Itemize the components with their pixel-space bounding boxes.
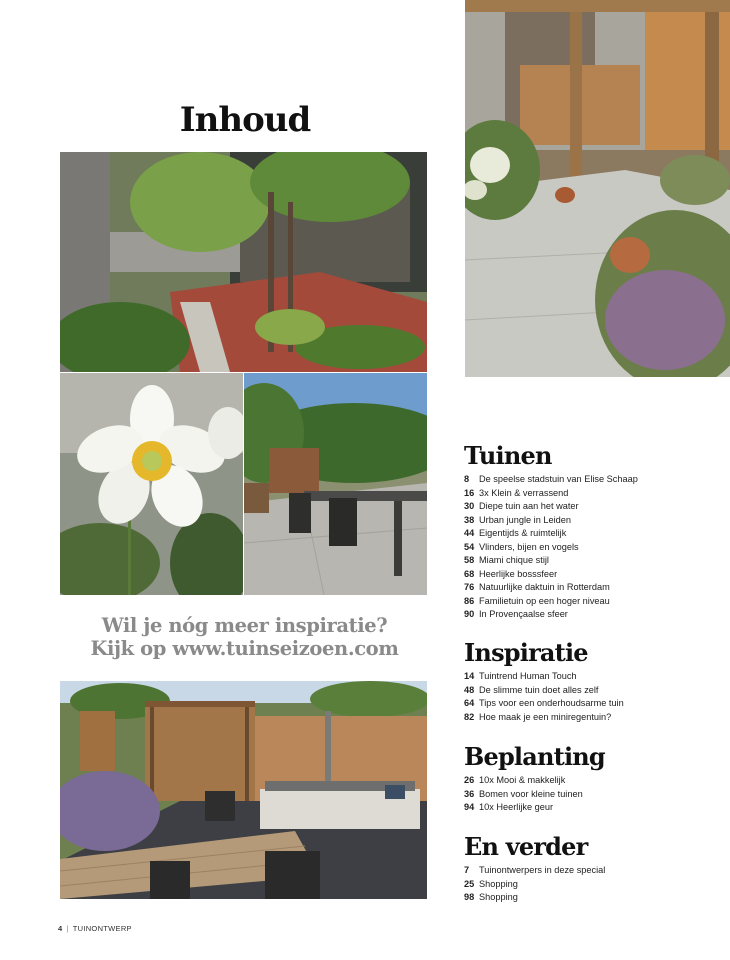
toc-entry[interactable] [464, 568, 724, 582]
toc-entry[interactable] [464, 487, 724, 501]
photo-modern-terrace [244, 373, 427, 595]
toc-entry[interactable] [464, 891, 724, 905]
toc-entry[interactable] [464, 801, 724, 815]
entry-title: Urban jungle in Leiden [479, 514, 571, 525]
entry-title: Shopping [479, 892, 518, 902]
entry-title: De speelse stadstuin van Elise Schaap [479, 474, 638, 484]
page-number: 7 [464, 865, 470, 875]
entry-title: 10x Heerlijke geur [479, 802, 554, 812]
entry-title: Hoe maak je een miniregentuin? [479, 711, 612, 722]
page-number: 58 [464, 555, 475, 565]
page-number: 8 [464, 474, 470, 484]
photo-courtyard-garden [60, 152, 427, 372]
entry-title: Tuintrend Human Touch [479, 671, 577, 681]
entry-title: Tips voor een onderhoudsarme tuin [479, 698, 624, 708]
toc-entry[interactable] [464, 581, 724, 595]
footer-page-number: 4 [58, 924, 63, 933]
toc-entry[interactable] [464, 595, 724, 609]
page-number: 90 [464, 609, 475, 619]
page-number: 98 [464, 892, 475, 902]
entry-title: Heerlijke bosssfeer [479, 568, 558, 579]
page-number: 14 [464, 671, 475, 681]
page-number: 64 [464, 698, 475, 708]
toc-entry[interactable] [464, 608, 724, 622]
toc-entry[interactable] [464, 514, 724, 528]
entry-title: Shopping [479, 878, 518, 889]
page-number: 48 [464, 684, 475, 695]
entry-title: Tuinontwerpers in deze special [479, 865, 606, 875]
entry-title: 10x Mooi & makkelijk [479, 775, 566, 785]
page-number: 30 [464, 501, 475, 511]
toc-entry[interactable] [464, 684, 724, 698]
entry-title: Miami chique stijl [479, 555, 549, 565]
page-number: 25 [464, 878, 475, 889]
section-heading: Tuinen [464, 441, 552, 470]
page-number: 36 [464, 788, 475, 799]
page-number: 82 [464, 711, 475, 722]
promo-text [62, 614, 427, 660]
entry-title: Eigentijds & ruimtelijk [479, 528, 567, 538]
page-number: 94 [464, 802, 475, 812]
toc-entry[interactable] [464, 697, 724, 711]
entry-title: In Provençaalse sfeer [479, 609, 568, 619]
section-heading: Inspiratie [464, 638, 588, 667]
toc-entry[interactable] [464, 878, 724, 892]
page-number: 76 [464, 582, 475, 592]
page-number: 86 [464, 595, 475, 606]
page-number: 38 [464, 514, 475, 525]
toc-section-beplanting [464, 742, 724, 815]
toc-entry[interactable] [464, 711, 724, 725]
entry-title: Bomen voor kleine tuinen [479, 788, 583, 799]
entry-title: De slimme tuin doet alles zelf [479, 684, 599, 695]
footer-divider: | [66, 924, 69, 933]
toc-section-en-verder [464, 832, 724, 905]
toc-entry[interactable] [464, 500, 724, 514]
entry-title: Vlinders, bijen en vogels [479, 541, 579, 552]
photo-white-anemone [60, 373, 243, 595]
toc-entry[interactable] [464, 473, 724, 487]
photo-garden-pergola-table [60, 681, 427, 899]
page-number: 44 [464, 528, 475, 538]
entry-title: Diepe tuin aan het water [479, 501, 579, 511]
section-heading: En verder [464, 832, 588, 861]
page-number: 16 [464, 487, 475, 498]
entry-title: 3x Klein & verrassend [479, 487, 569, 498]
toc-entry[interactable] [464, 864, 724, 878]
toc-entry[interactable] [464, 541, 724, 555]
footer-label: TUINONTWERP [72, 924, 132, 933]
page-title: Inhoud [179, 100, 311, 140]
toc-section-inspiratie [464, 638, 724, 724]
page-number: 26 [464, 775, 475, 785]
toc-entry[interactable] [464, 554, 724, 568]
entry-title: Natuurlijke daktuin in Rotterdam [479, 582, 610, 592]
toc-entry[interactable] [464, 774, 724, 788]
page-number: 68 [464, 568, 475, 579]
toc-section-tuinen [464, 441, 724, 622]
promo-line-2[interactable]: Kijk op www.tuinseizoen.com [90, 637, 399, 660]
page-number: 54 [464, 541, 475, 552]
promo-line-1: Wil je nóg meer inspiratie? [101, 614, 388, 637]
photo-garden-path-pergola [465, 0, 730, 377]
toc-entry[interactable] [464, 788, 724, 802]
page-footer [58, 924, 132, 933]
section-heading: Beplanting [464, 742, 605, 771]
toc-entry[interactable] [464, 527, 724, 541]
entry-title: Familietuin op een hoger niveau [479, 595, 610, 606]
toc-entry[interactable] [464, 670, 724, 684]
